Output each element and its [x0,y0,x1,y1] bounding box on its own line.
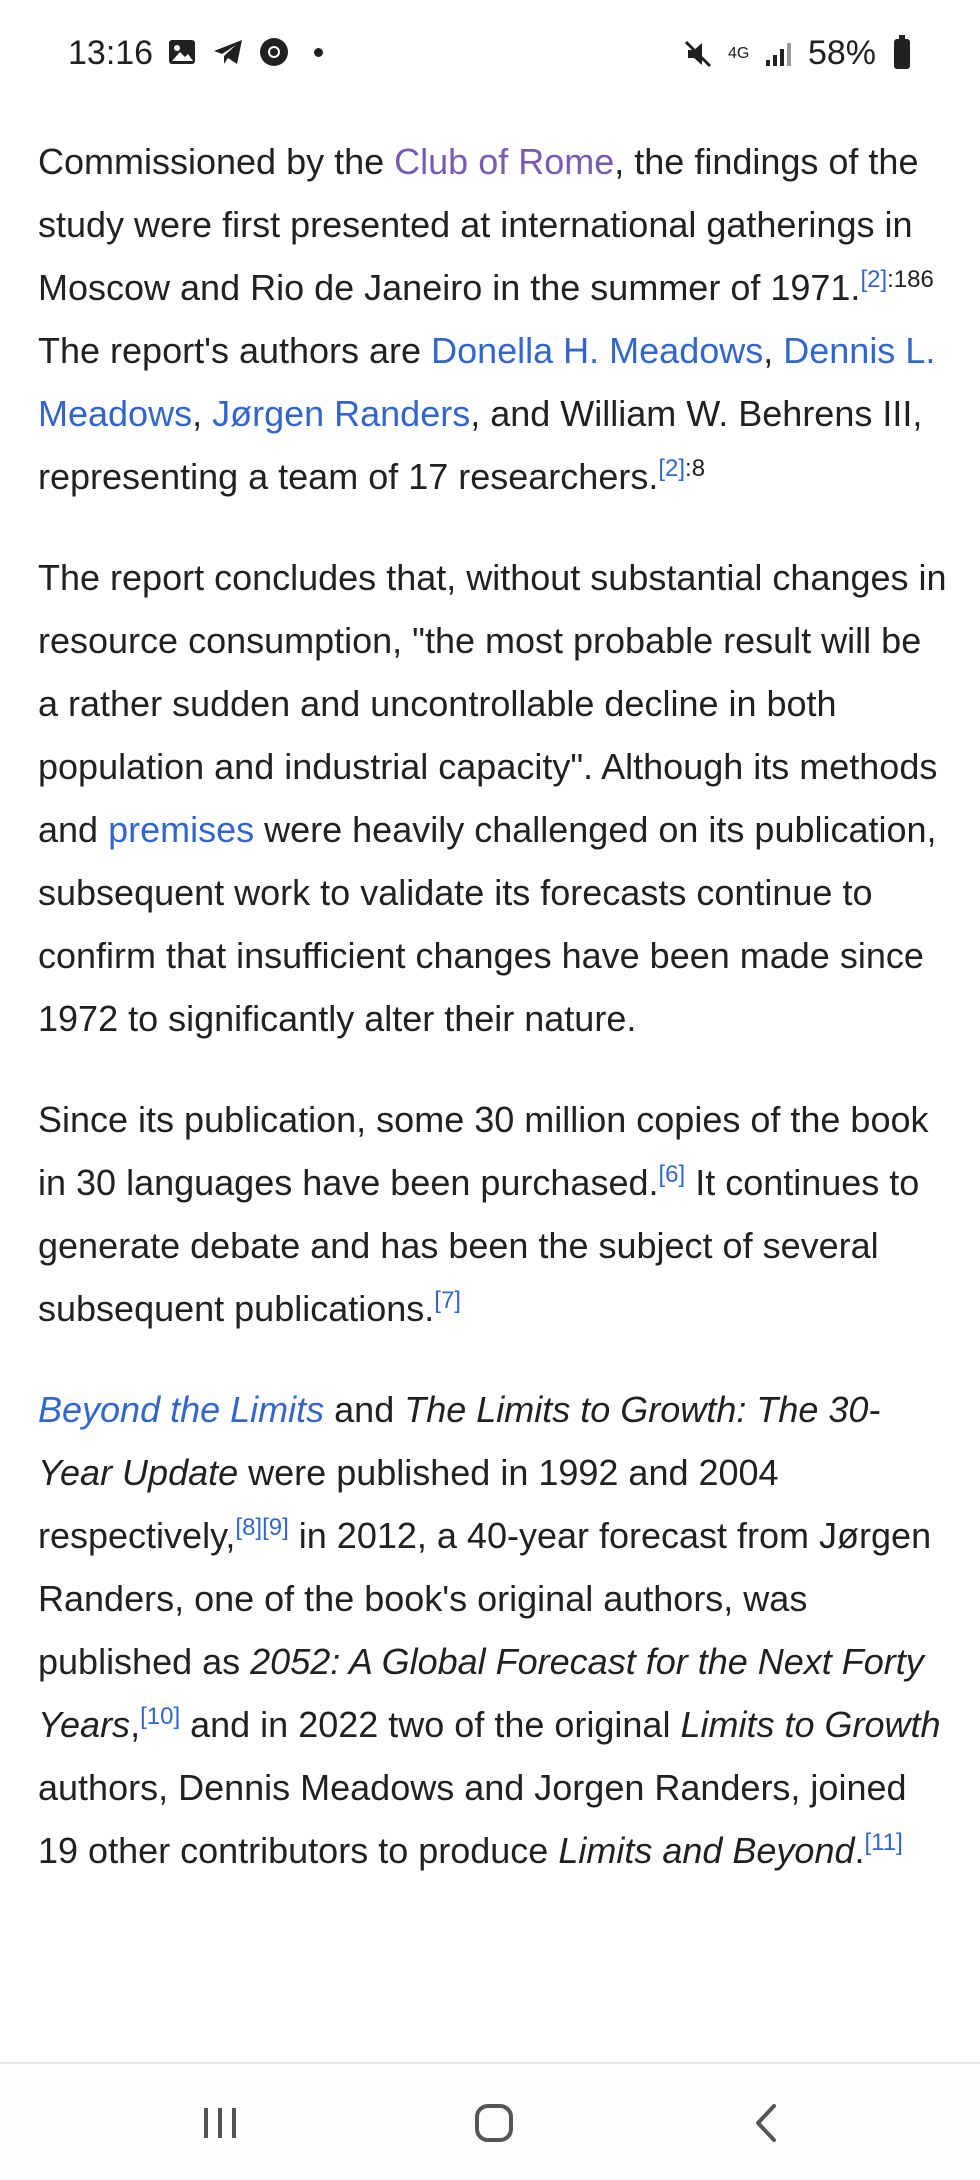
text: Since its publication, some 30 million copies of the book in 30 languages have been purchased. [38,1099,929,1203]
notification-icons [166,36,323,68]
citation-2-186[interactable] [860,266,933,293]
link-jorgen-randers[interactable]: Jørgen Randers [212,393,471,434]
text: in 2012, a 40-year forecast from Jørgen Randers, one of the book's original authors, was published as [38,1515,932,1682]
citation-link[interactable]: [10] [140,1703,181,1730]
citation-11[interactable] [865,1829,903,1856]
citation-8[interactable] [235,1514,262,1541]
citation-6[interactable] [659,1161,686,1188]
link-beyond-the-limits[interactable]: Beyond the Limits [38,1389,325,1430]
citation-link[interactable]: [2] [658,455,686,482]
recent-apps-icon[interactable] [190,2100,250,2146]
status-bar [0,0,980,110]
system-indicators [682,34,910,73]
citation-link[interactable]: [8] [235,1514,263,1541]
citation-9[interactable] [262,1514,289,1541]
title-2052: 2052: A Global Forecast for the Next Forty Years [38,1641,924,1745]
title-limits-and-beyond: Limits and Beyond [558,1830,855,1871]
text: and [324,1389,405,1430]
citation-link[interactable]: [11] [864,1829,903,1856]
link-club-of-rome[interactable]: Club of Rome [394,141,615,182]
text: , the findings of the study were first presented at international gatherings in Moscow and Rio de Janeiro in the summer of 1971. [38,141,919,308]
signal-icon [762,38,794,70]
back-icon[interactable] [738,2100,798,2146]
citation-page: :8 [685,455,706,482]
text: , [130,1704,141,1745]
mute-icon [682,38,714,70]
text: The report's authors are [38,330,432,371]
text: Commissioned by the [38,141,395,182]
title-limits-to-growth: Limits to Growth [680,1704,941,1745]
text: authors, Dennis Meadows and Jorgen Randers, joined 19 other contributors to produce [38,1767,907,1871]
link-dennis-meadows[interactable]: Dennis L. Meadows [38,330,936,434]
link-premises[interactable]: premises [108,809,255,850]
paragraph-2 [38,546,948,1050]
article-body [38,130,948,1920]
citation-link[interactable]: [9] [262,1514,289,1541]
system-nav-bar [0,2062,980,2180]
telegram-icon [212,36,244,68]
home-icon[interactable] [464,2100,524,2146]
paragraph-1 [38,130,948,508]
network-type: 4G [727,44,750,62]
citation-page: :186 [887,266,934,293]
battery-percent: 58% [807,34,876,72]
text: . [854,1830,865,1871]
paragraph-4 [38,1378,948,1882]
citation-link[interactable]: [2] [860,266,888,293]
chrome-icon [258,36,290,68]
paragraph-3 [38,1088,948,1340]
status-time: 13:16 [68,34,154,72]
citation-10[interactable] [140,1703,180,1730]
more-notifications-dot [314,48,323,57]
citation-7[interactable] [434,1287,461,1314]
text: It continues to generate debate and has been the subject of several subsequent publications. [38,1162,920,1329]
text: , [763,330,784,371]
battery-icon [894,39,910,69]
text: The report concludes that, without substantial changes in resource consumption, "the most probable result will be a rather sudden and uncontrollable decline in both population and industrial capacity". Although its methods and [38,557,947,850]
text: were published in 1992 and 2004 respectively, [38,1452,779,1556]
link-donella-meadows[interactable]: Donella H. Meadows [431,330,764,371]
citation-link[interactable]: [7] [434,1287,461,1314]
text: and in 2022 two of the original [180,1704,681,1745]
title-30-year-update: The Limits to Growth: The 30-Year Update [38,1389,881,1493]
citation-link[interactable]: [6] [658,1161,686,1188]
text: , [192,393,213,434]
text: , and William W. Behrens III, representing a team of 17 researchers. [38,393,923,497]
citation-2-8[interactable] [658,455,705,482]
text: were heavily challenged on its publication, subsequent work to validate its forecasts continue to confirm that insufficient changes have been made since 1972 to significantly alter their nature. [38,809,937,1039]
gallery-icon [166,36,198,68]
